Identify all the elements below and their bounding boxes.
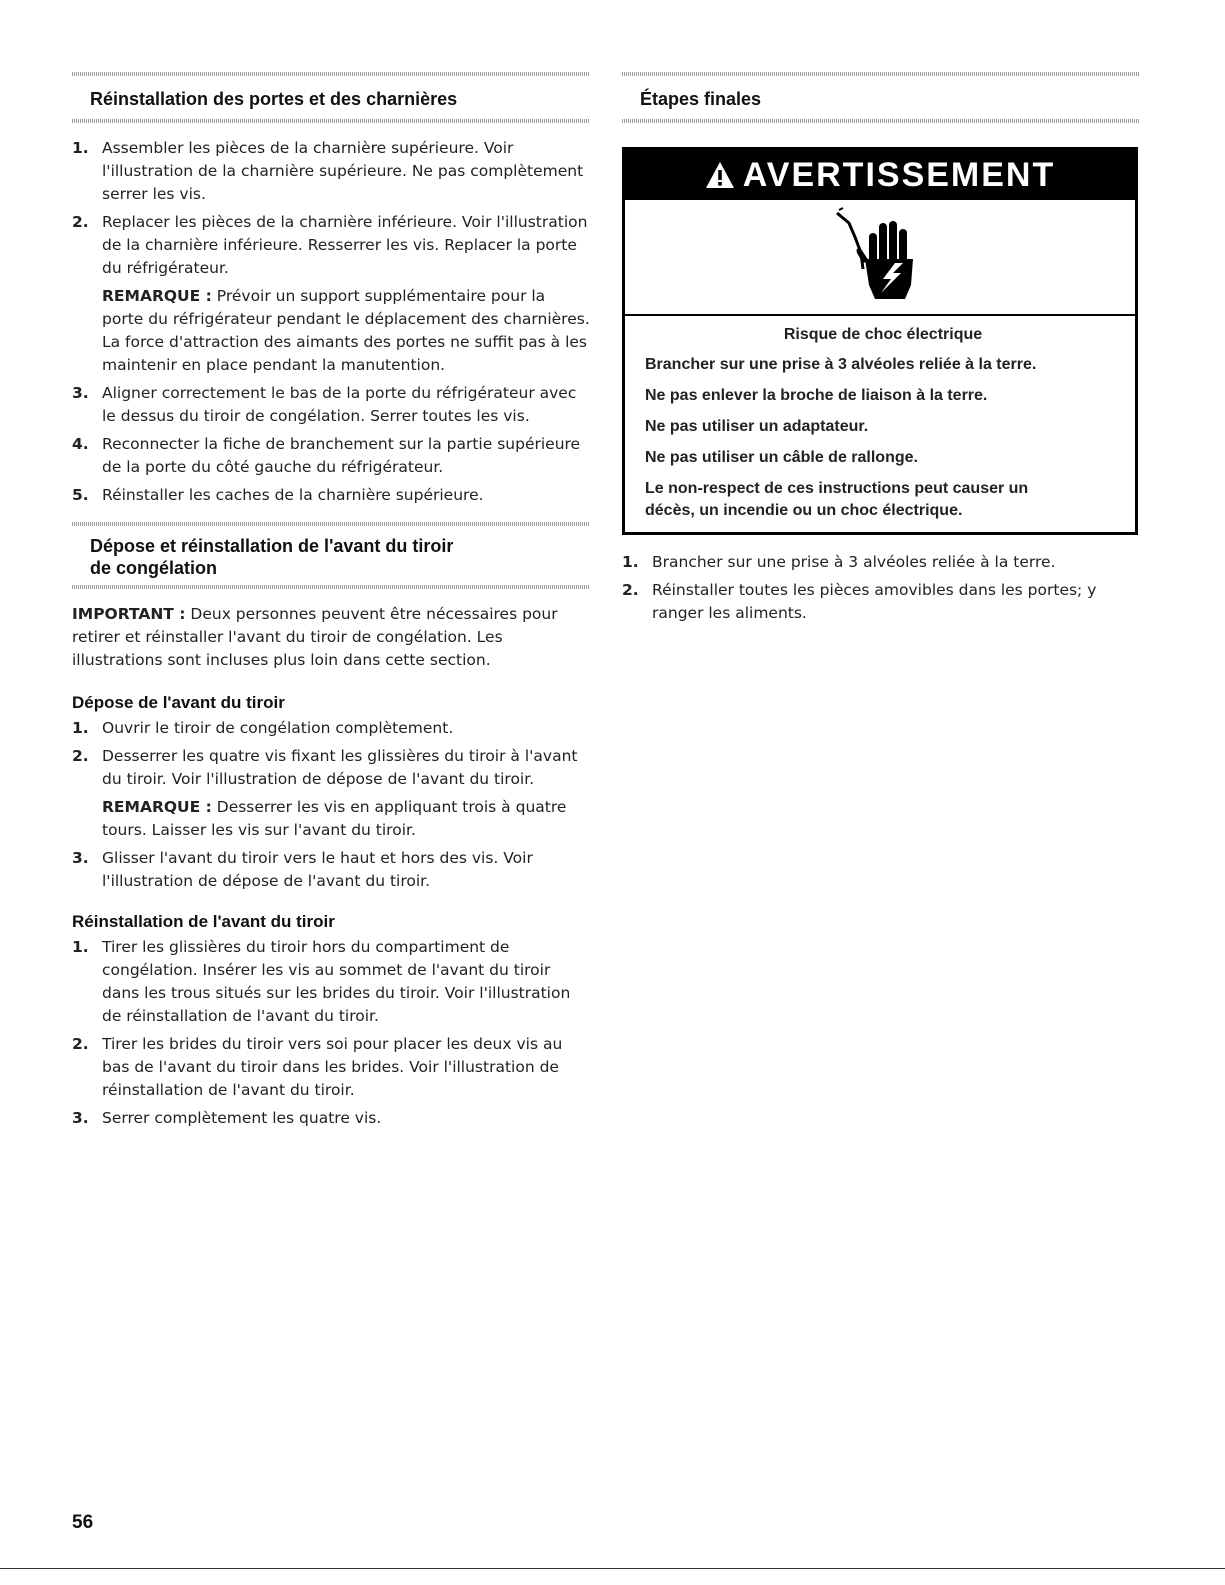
right-column bbox=[622, 0, 1140, 625]
electric-shock-hand-icon bbox=[835, 207, 925, 307]
section-title-final-steps: Étapes finales bbox=[640, 89, 762, 109]
step-number: 1. bbox=[72, 938, 89, 956]
section-title-drawer-front bbox=[72, 535, 590, 579]
step-number: 3. bbox=[72, 1109, 89, 1127]
step-text: Tirer les brides du tiroir vers soi pour placer les deux vis au bas de l'avant du tiroir dans les brides. Voir l'illustration de réinstallation de l'avant du tiroir. bbox=[102, 1035, 563, 1099]
list-item bbox=[72, 382, 590, 428]
subsection-title-drawer-removal: Dépose de l'avant du tiroir bbox=[72, 693, 285, 712]
important-paragraph bbox=[72, 603, 590, 672]
note-text: Desserrer les vis en appliquant trois à quatre tours. Laisser les vis sur l'avant du tiroir. bbox=[102, 798, 567, 839]
step-number: 1. bbox=[622, 553, 639, 571]
warning-banner-text: AVERTISSEMENT bbox=[742, 156, 1056, 194]
section-rule-top bbox=[622, 72, 1140, 76]
warning-consequence: Le non-respect de ces instructions peut causer un décès, un incendie ou un choc électrique. bbox=[645, 480, 1029, 519]
left-column bbox=[72, 0, 590, 1130]
step-number: 2. bbox=[72, 1035, 89, 1053]
step-text: Glisser l'avant du tiroir vers le haut et hors des vis. Voir l'illustration de dépose de l'avant du tiroir. bbox=[102, 849, 533, 890]
step-number: 1. bbox=[72, 139, 89, 157]
page-number: 56 bbox=[72, 1512, 94, 1533]
note-text: Prévoir un support supplémentaire pour la porte du réfrigérateur pendant le déplacement des charnières. La force d'attraction des aimants des portes ne suffit pas à les maintenir en place pendant la manutention. bbox=[102, 287, 590, 374]
warning-line: Ne pas utiliser un câble de rallonge. bbox=[645, 449, 918, 466]
list-item bbox=[72, 847, 590, 893]
warning-line: Brancher sur une prise à 3 alvéoles reliée à la terre. bbox=[645, 356, 1037, 373]
list-item bbox=[72, 1107, 590, 1130]
list-item bbox=[72, 484, 590, 507]
warning-icon-area bbox=[625, 200, 1135, 316]
section-title-line1: Dépose et réinstallation de l'avant du tiroir bbox=[90, 536, 454, 556]
step-text: Assembler les pièces de la charnière supérieure. Voir l'illustration de la charnière supérieure. Ne pas complètement serrer les vis. bbox=[102, 139, 584, 203]
warning-box bbox=[622, 147, 1138, 535]
list-item bbox=[622, 579, 1140, 625]
page-bottom-rule bbox=[0, 1568, 1225, 1569]
warning-line: Ne pas enlever la broche de liaison à la terre. bbox=[645, 387, 988, 404]
step-number: 5. bbox=[72, 486, 89, 504]
note bbox=[102, 285, 590, 377]
drawer-removal-steps bbox=[72, 717, 590, 893]
final-steps-list bbox=[622, 551, 1140, 625]
step-text: Aligner correctement le bas de la porte du réfrigérateur avec le dessus du tiroir de congélation. Serrer toutes les vis. bbox=[102, 384, 577, 425]
section-title-line2: de congélation bbox=[90, 558, 218, 578]
step-number: 4. bbox=[72, 435, 89, 453]
step-number: 2. bbox=[622, 581, 639, 599]
step-text: Reconnecter la fiche de branchement sur la partie supérieure de la porte du côté gauche du réfrigérateur. bbox=[102, 435, 581, 476]
step-text: Ouvrir le tiroir de congélation complètement. bbox=[102, 719, 454, 737]
note bbox=[102, 796, 590, 842]
step-number: 1. bbox=[72, 719, 89, 737]
section-rule-bottom bbox=[622, 119, 1140, 123]
step-text: Tirer les glissières du tiroir hors du compartiment de congélation. Insérer les vis au sommet de l'avant du tiroir dans les trous situés sur les brides du tiroir. Voir l'illustration de réinstallation de l'avant du tiroir. bbox=[102, 938, 571, 1025]
important-text: Deux personnes peuvent être nécessaires pour retirer et réinstaller l'avant du tiroir de congélation. Les illustrations sont incluses plus loin dans cette section. bbox=[72, 605, 558, 669]
list-item bbox=[72, 717, 590, 740]
step-number: 2. bbox=[72, 747, 89, 765]
section-rule-top bbox=[72, 522, 590, 526]
list-item bbox=[72, 745, 590, 842]
warning-banner bbox=[625, 150, 1135, 200]
note-label: REMARQUE : bbox=[102, 287, 212, 305]
step-number: 2. bbox=[72, 213, 89, 231]
list-item bbox=[72, 1033, 590, 1102]
warning-risk-title: Risque de choc électrique bbox=[783, 326, 983, 343]
important-label: IMPORTANT : bbox=[72, 605, 186, 623]
step-text: Desserrer les quatre vis fixant les glissières du tiroir à l'avant du tiroir. Voir l'illustration de dépose de l'avant du tiroir. bbox=[102, 747, 578, 788]
drawer-reinstall-steps bbox=[72, 936, 590, 1130]
step-text: Brancher sur une prise à 3 alvéoles reliée à la terre. bbox=[652, 553, 1056, 571]
step-text: Replacer les pièces de la charnière inférieure. Voir l'illustration de la charnière inférieure. Resserrer les vis. Replacer la porte du réfrigérateur. bbox=[102, 213, 588, 277]
warning-triangle-icon bbox=[705, 153, 735, 203]
step-text: Serrer complètement les quatre vis. bbox=[102, 1109, 382, 1127]
note-label: REMARQUE : bbox=[102, 798, 212, 816]
list-item bbox=[72, 433, 590, 479]
step-number: 3. bbox=[72, 849, 89, 867]
warning-line: Ne pas utiliser un adaptateur. bbox=[645, 418, 869, 435]
step-text: Réinstaller les caches de la charnière supérieure. bbox=[102, 486, 484, 504]
section-rule-bottom bbox=[72, 119, 590, 123]
step-number: 3. bbox=[72, 384, 89, 402]
warning-body bbox=[625, 316, 1135, 532]
step-text: Réinstaller toutes les pièces amovibles dans les portes; y ranger les aliments. bbox=[652, 581, 1097, 622]
subsection-title-drawer-reinstall: Réinstallation de l'avant du tiroir bbox=[72, 912, 335, 931]
section-rule-top bbox=[72, 72, 590, 76]
section-title-door-reinstall: Réinstallation des portes et des charnières bbox=[90, 89, 458, 109]
section-rule-bottom bbox=[72, 585, 590, 589]
list-item bbox=[72, 211, 590, 377]
door-reinstall-steps bbox=[72, 137, 590, 507]
list-item bbox=[622, 551, 1140, 574]
list-item bbox=[72, 936, 590, 1028]
list-item bbox=[72, 137, 590, 206]
